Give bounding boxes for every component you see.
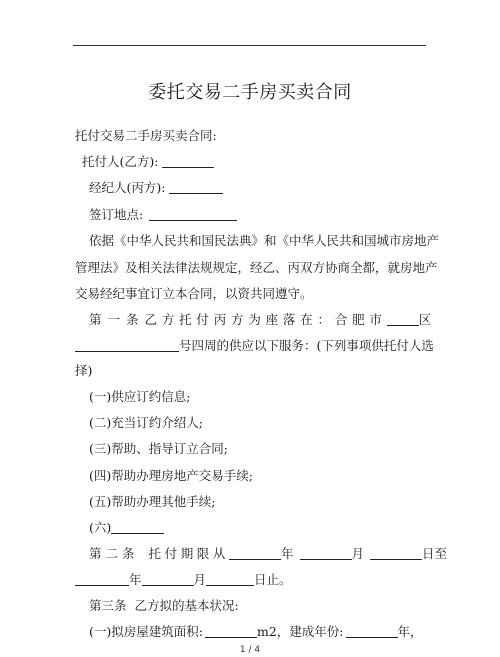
para1-line1: 依据《中华人民共和国民法典》和《中华人民共和国城市房地产 [89,233,440,248]
page-number: 1 / 4 [239,645,261,655]
area-label: (一)拟房屋建筑面积: [89,624,203,639]
para1-line2: 管理法》及相关法律法规规定，经乙、丙双方协商全都，就房地产 [75,260,438,275]
intro-line: 托付交易二手房买卖合同: [75,128,217,143]
service-item-2: (二)充当订约介绍人; [89,415,203,430]
article1-text: 乙方托付丙方为座落在：合肥市 [144,312,387,327]
party-b-blank [162,155,214,168]
header-rule [73,45,426,46]
district-label: 区 [418,312,432,327]
end-day-label: 日止。 [254,572,292,587]
build-year-label: 年， [397,624,423,639]
area-unit-label: m2，建成年份: [256,624,344,639]
start-day-blank [370,547,422,560]
article1-line2-text: 号四周的供应以下服务：(下列事项供托付人选 [179,338,434,353]
para1-line3: 交易经纪事宜订立本合同，以资共同遵守。 [75,286,313,301]
article2-number: 第二条 [89,546,139,561]
start-month-blank [300,547,352,560]
party-b-line [82,154,214,170]
end-year-label: 年 [129,572,142,587]
article2-line1 [89,546,447,562]
place-line [89,207,237,223]
party-c-line [89,180,223,196]
service-item-6-blank [111,521,164,534]
end-month-blank [142,573,194,586]
article2-line2 [75,572,292,588]
article1-number: 第一条 [89,312,145,327]
service-item-6 [89,520,164,536]
party-b-label: 托付人(乙方): [82,154,159,169]
party-c-label: 经纪人(丙方): [89,180,166,195]
document-title: 委托交易二手房买卖合同 [148,82,352,103]
district-blank [387,313,419,326]
address-blank [75,339,179,352]
service-item-4: (四)帮助办理房地产交易手续; [89,468,253,483]
end-year-blank [75,573,129,586]
build-year-blank [346,625,398,638]
service-item-1: (一)供应订约信息; [89,389,191,404]
article2-text: 托付期限从 [148,546,230,561]
place-label: 签订地点: [89,207,144,222]
start-year-blank [229,547,281,560]
article3-item1 [89,624,423,640]
service-item-6-label: (六) [89,520,112,535]
end-day-blank [206,573,254,586]
area-blank [205,625,257,638]
article1-line1 [89,312,432,328]
article3-heading: 第三条 乙方拟的基本状况: [89,598,239,613]
start-month-label: 月 [351,546,365,561]
party-c-blank [169,181,223,194]
article1-line2 [75,338,434,354]
start-day-label: 日至 [422,546,448,561]
service-item-5: (五)帮助办理其他手续; [89,494,216,509]
place-blank [149,208,237,221]
service-item-3: (三)帮助、指导订立合同; [89,441,228,456]
start-year-label: 年 [281,546,294,561]
article1-line3: 择) [75,363,93,378]
end-month-label: 月 [193,572,207,587]
